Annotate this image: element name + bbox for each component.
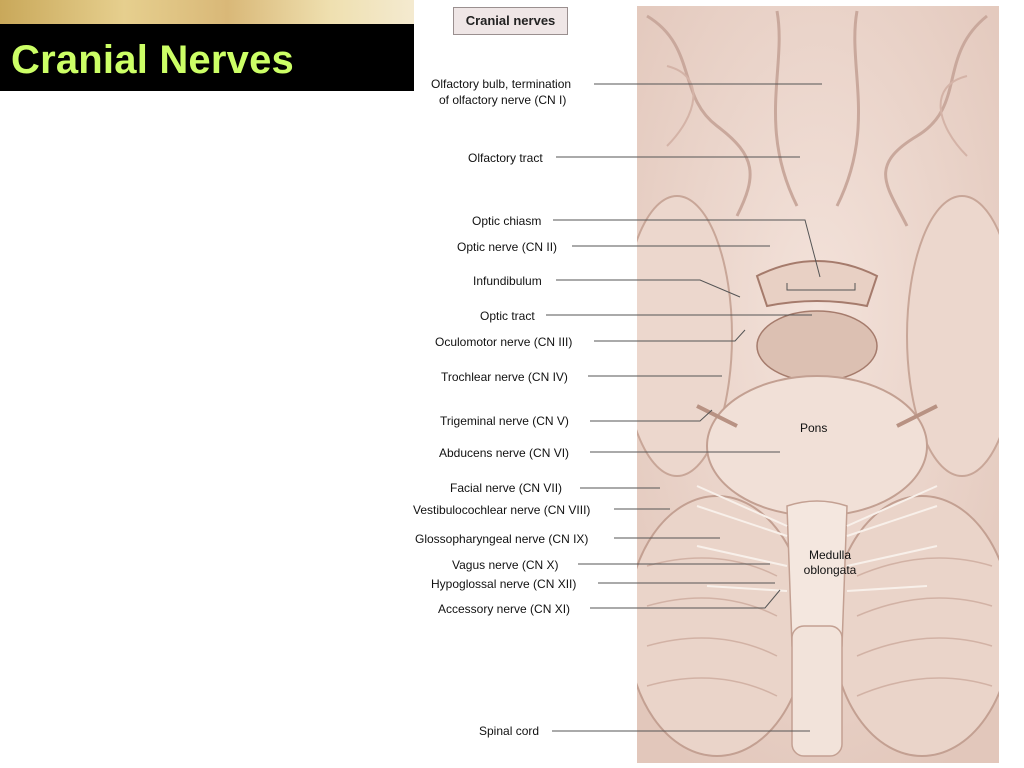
label-vagus-nerve: Vagus nerve (CN X)	[452, 558, 559, 572]
label-pons: Pons	[800, 421, 828, 435]
label-accessory-nerve: Accessory nerve (CN XI)	[438, 602, 571, 616]
label-abducens-nerve: Abducens nerve (CN VI)	[439, 446, 570, 460]
label-medulla-line2: oblongata	[803, 563, 857, 577]
label-medulla-line1: Medulla	[808, 548, 852, 562]
leader-accessory	[590, 590, 780, 608]
label-olfactory-tract: Olfactory tract	[468, 151, 543, 165]
label-optic-nerve: Optic nerve (CN II)	[457, 240, 558, 254]
label-optic-chiasm: Optic chiasm	[472, 214, 542, 228]
bracket-chiasm	[787, 283, 855, 290]
label-olfactory-bulb-line2: of olfactory nerve (CN I)	[439, 93, 567, 107]
leader-infundibulum	[556, 280, 740, 297]
label-glossopharyngeal-nerve: Glossopharyngeal nerve (CN IX)	[415, 532, 589, 546]
label-spinal-cord: Spinal cord	[479, 724, 540, 738]
leader-optic-chiasm	[553, 220, 820, 277]
leader-trigeminal	[590, 410, 712, 421]
label-hypoglossal-nerve: Hypoglossal nerve (CN XII)	[431, 577, 577, 591]
label-trochlear-nerve: Trochlear nerve (CN IV)	[441, 370, 568, 384]
slide-title: Cranial Nerves	[11, 38, 294, 82]
label-facial-nerve: Facial nerve (CN VII)	[450, 481, 563, 495]
label-trigeminal-nerve: Trigeminal nerve (CN V)	[440, 414, 569, 428]
figure-header: Cranial nerves	[465, 13, 556, 28]
label-oculomotor-nerve: Oculomotor nerve (CN III)	[435, 335, 573, 349]
leader-oculomotor	[594, 330, 745, 341]
label-optic-tract: Optic tract	[480, 309, 535, 323]
label-vestibulocochlear-nerve: Vestibulocochlear nerve (CN VIII)	[413, 503, 591, 517]
label-infundibulum: Infundibulum	[473, 274, 542, 288]
label-olfactory-bulb-line1: Olfactory bulb, termination	[431, 77, 572, 91]
